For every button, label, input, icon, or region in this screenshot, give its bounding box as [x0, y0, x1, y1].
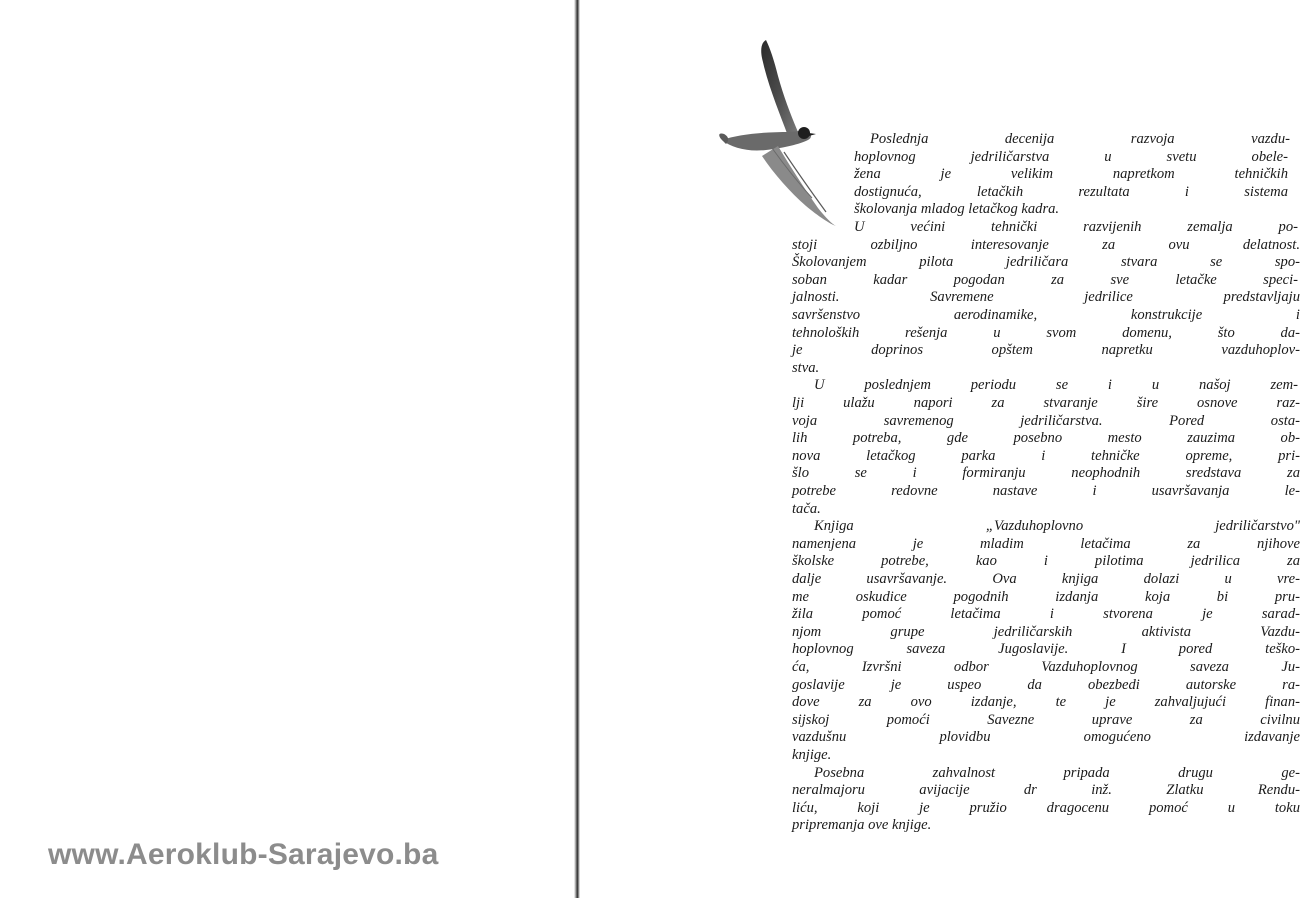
- text-line: stoji ozbiljno interesovanje za ovu delatnost.: [792, 237, 1300, 253]
- text-line: je doprinos opštem napretku vazduhoplov-: [792, 342, 1300, 358]
- text-line: voja savremenog jedriličarstva. Pored osta-: [792, 413, 1300, 429]
- text-line: hoplovnog saveza Jugoslavije. I pored teško-: [792, 641, 1300, 657]
- watermark: www.Aeroklub-Sarajevo.ba: [48, 838, 439, 871]
- text-line: tehnoloških rešenja u svom domenu, što da-: [792, 325, 1300, 341]
- text-line: savršenstvo aerodinamike, konstrukcije i: [792, 307, 1300, 323]
- text-line: lih potreba, gde posebno mesto zauzima ob-: [792, 430, 1300, 446]
- text-line: žena je velikim napretkom tehničkih: [854, 166, 1288, 182]
- text-line: U većini tehnički razvijenih zemalja po-: [854, 219, 1298, 235]
- text-line: knjige.: [792, 747, 832, 763]
- text-line: potrebe redovne nastave i usavršavanja le-: [792, 483, 1300, 499]
- text-line: jalnosti. Savremene jedrilice predstavljaju: [792, 289, 1300, 305]
- text-line: Knjiga „Vazduhoplovno jedriličarstvo": [814, 518, 1300, 534]
- text-line: goslavije je uspeo da obezbedi autorske ra-: [792, 677, 1300, 693]
- text-line: dove za ovo izdanje, te je zahvaljujući finan-: [792, 694, 1300, 710]
- text-line: tača.: [792, 501, 821, 517]
- text-line: Posebna zahvalnost pripada drugu ge-: [814, 765, 1300, 781]
- text-line: lji ulažu napori za stvaranje šire osnove raz-: [792, 395, 1300, 411]
- text-line: dostignuća, letačkih rezultata i sistema: [854, 184, 1288, 200]
- text-line: liću, koji je pružio dragocenu pomoć u toku: [792, 800, 1300, 816]
- text-line: pripremanja ove knjige.: [792, 817, 932, 833]
- seagull-icon: [718, 36, 848, 236]
- text-line: neralmajoru avijacije dr inž. Zlatku Rendu-: [792, 782, 1300, 798]
- text-line: šlo se i formiranju neophodnih sredstava za: [792, 465, 1300, 481]
- text-line: školske potrebe, kao i pilotima jedrilica za: [792, 553, 1300, 569]
- text-line: njom grupe jedriličarskih aktivista Vazdu-: [792, 624, 1300, 640]
- text-line: soban kadar pogodan za sve letačke speci-: [792, 272, 1298, 288]
- text-line: školovanja mladog letačkog kadra.: [854, 201, 1060, 217]
- text-line: U poslednjem periodu se i u našoj zem-: [814, 377, 1298, 393]
- text-line: nova letačkog parka i tehničke opreme, pri-: [792, 448, 1300, 464]
- text-line: Poslednja decenija razvoja vazdu-: [870, 131, 1290, 147]
- text-line: namenjena je mladim letačima za njihove: [792, 536, 1300, 552]
- text-line: vazdušnu plovidbu omogućeno izdavanje: [792, 729, 1300, 745]
- text-line: me oskudice pogodnih izdanja koja bi pru-: [792, 589, 1300, 605]
- text-line: sijskoj pomoći Savezne uprave za civilnu: [792, 712, 1300, 728]
- right-page: [580, 0, 1300, 898]
- text-line: ća, Izvršni odbor Vazduhoplovnog saveza Ju-: [792, 659, 1300, 675]
- left-page: [0, 0, 574, 898]
- text-line: žila pomoć letačima i stvorena je sarad-: [792, 606, 1300, 622]
- text-line: Školovanjem pilota jedriličara stvara se spo-: [792, 254, 1300, 270]
- text-line: dalje usavršavanje. Ova knjiga dolazi u vre-: [792, 571, 1300, 587]
- text-line: hoplovnog jedriličarstva u svetu obele-: [854, 149, 1288, 165]
- text-line: stva.: [792, 360, 820, 376]
